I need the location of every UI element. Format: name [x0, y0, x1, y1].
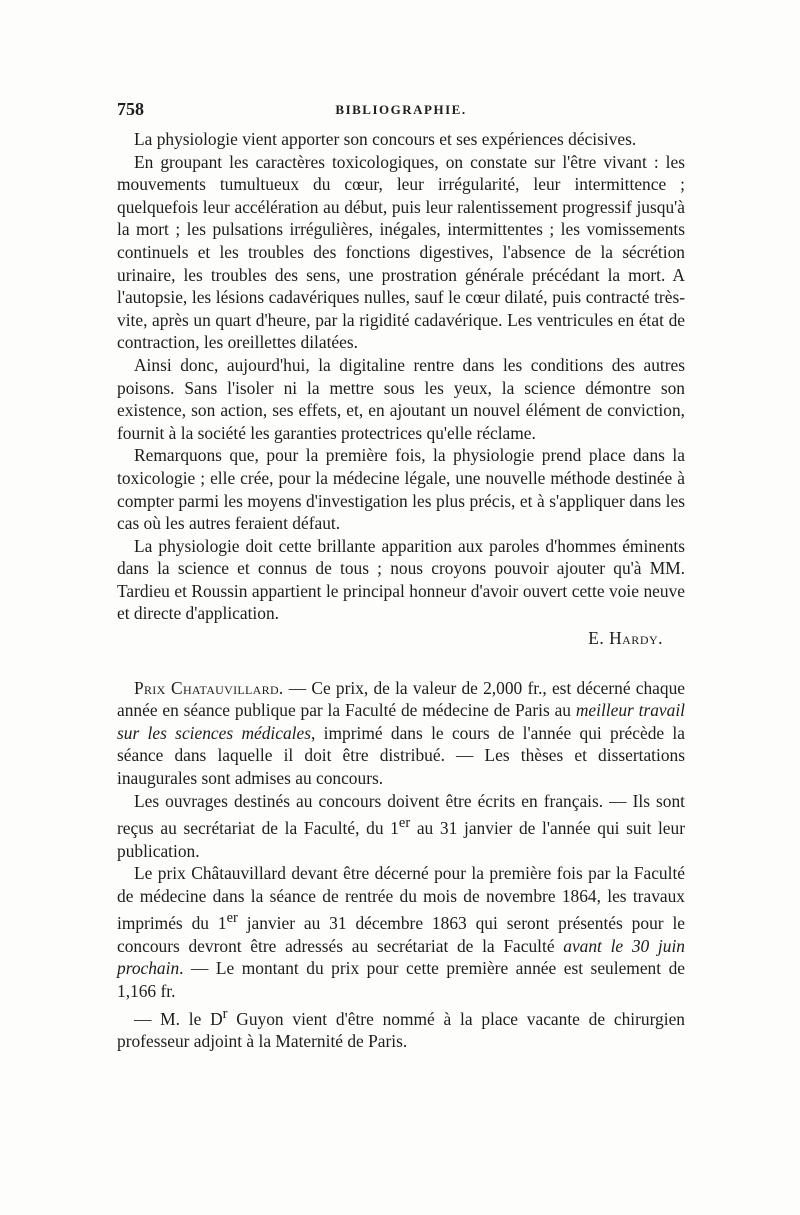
book-page [117, 98, 685, 1053]
news-paragraph [117, 1003, 685, 1053]
author-signature [117, 627, 685, 650]
paragraph-toxicological-characters: En groupant les caractères toxicologiques, on constate sur l'être vivant : les mouvements tumultueux du cœur, leur irrégularité, leur intermittence ; quelquefois leur accélération au début, puis leur ralentissement progressif jusqu'à la mort ; les pulsations irrégulières, inégales, intermittentes ; les vomissements continuels et les troubles des fonctions digestives, l'absence de la sécrétion urinaire, les troubles des sens, une prostration générale précédant la mort. A l'autopsie, les lésions cadavériques nulles, sauf le cœur dilaté, puis contracté très-vite, après un quart d'heure, par la rigidité cadavérique. Les ventricules en état de contraction, les oreillettes dilatées. [117, 151, 685, 353]
prize-paragraph-3 [117, 862, 685, 1002]
prize-paragraph-1 [117, 677, 685, 790]
prize-p3-superscript: er [226, 910, 238, 927]
news-superscript: r [222, 1005, 228, 1022]
prize-p1-text-b: , imprimé dans le cours de l'année qui précède la séance dans laquelle il doit être distribué. — Les thèses et dissertations inaugurales sont admises au concours. [117, 722, 685, 789]
prize-p3-text-c: . — Le montant du prix pour cette première année est seulement de 1,166 fr. [117, 958, 685, 1001]
prize-p1-italic: meilleur travail sur les sciences médicales [117, 700, 685, 743]
prize-paragraph-2 [117, 790, 685, 863]
news-text-b: Guyon vient d'être nommé à la place vacante de chirurgien professeur adjoint à la Maternité de Paris. [117, 1008, 685, 1051]
section-spacer [117, 650, 685, 677]
paragraph-physiology-intro: La physiologie vient apporter son concours et ses expériences décisives. [134, 129, 637, 149]
prize-title: Prix Chatauvillard. [134, 677, 284, 698]
prize-p2-text-b: au 31 janvier de l'année qui suit leur publication. [117, 818, 685, 861]
prize-p3-italic: avant le 30 juin prochain [117, 935, 685, 979]
prize-p3-text-a: Le prix Châtauvillard devant être décerné pour la première fois par la Faculté de médecine dans la séance de rentrée du mois de novembre 1864, les travaux imprimés du 1 [117, 863, 685, 934]
running-header [117, 98, 685, 120]
page-number: 758 [117, 99, 144, 119]
prize-p3-text-b: janvier au 31 décembre 1863 qui seront présentés pour le concours devront être adressés au secrétariat de la Faculté [117, 913, 685, 956]
signature-name: E. Hardy. [588, 628, 663, 649]
prize-p1-text-a: — Ce prix, de la valeur de 2,000 fr., est décerné chaque année en séance publique par la Faculté de médecine de Paris au [117, 677, 685, 721]
paragraph-acknowledgement: La physiologie doit cette brillante apparition aux paroles d'hommes éminents dans la science et connus de tous ; nous croyons pouvoir ajouter qu'à MM. Tardieu et Roussin appartient le principal honneur d'avoir ouvert cette voie neuve et directe d'application. [117, 535, 685, 624]
paragraph-digitaline-conditions: Ainsi donc, aujourd'hui, la digitaline rentre dans les conditions des autres poisons. Sans l'isoler ni la mettre sous les yeux, la science démontre son existence, son action, ses effets, et, en ajoutant un nouvel élément de conviction, fournit à la société les garanties protectrices qu'elle réclame. [117, 354, 685, 443]
news-text-a: — M. le D [134, 1008, 223, 1029]
prize-p2-text-a: Les ouvrages destinés au concours doivent être écrits en français. — Ils sont reçus au secrétariat de la Faculté, du 1 [117, 790, 685, 839]
running-title: BIBLIOGRAPHIE. [335, 102, 467, 117]
prize-p2-superscript: er [398, 815, 411, 832]
paragraph-physiology-toxicology: Remarquons que, pour la première fois, la physiologie prend place dans la toxicologie ; elle crée, pour la médecine légale, une nouvelle méthode destinée à compter parmi les moyens d'investigation les plus précis, et à s'appliquer dans les cas où les autres feraient défaut. [117, 445, 685, 534]
